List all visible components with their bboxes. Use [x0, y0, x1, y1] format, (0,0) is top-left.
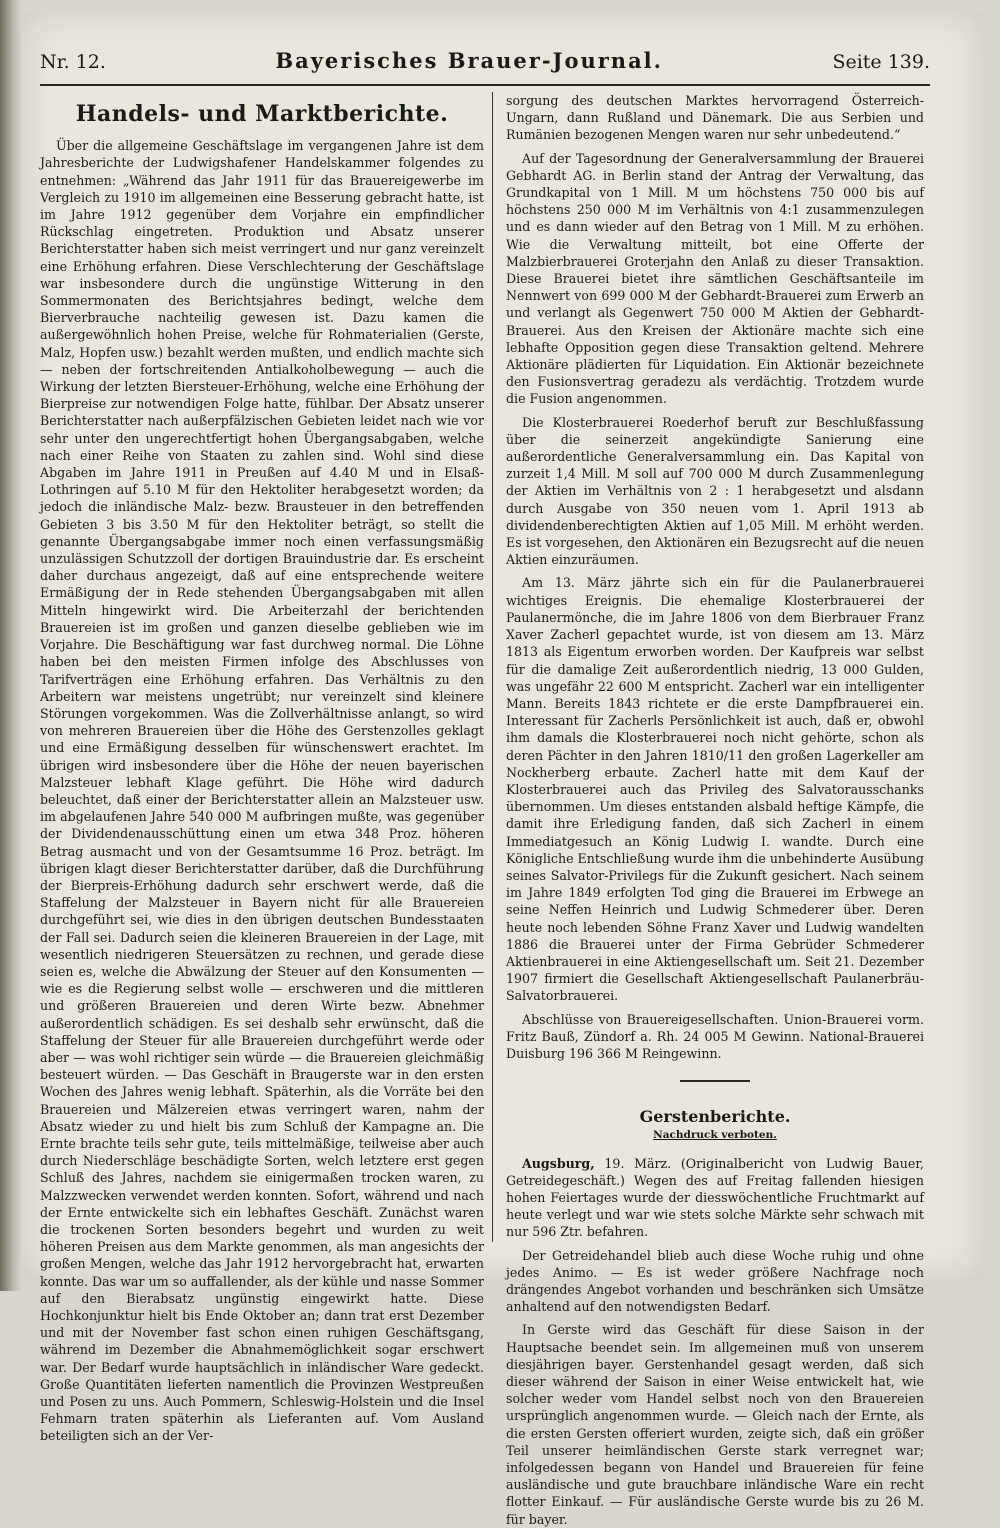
right-paragraph: sorgung des deutschen Marktes hervorragend Österreich-Ungarn, dann Rußland und Dänemark. Die aus Serbien und Rumänien bezogenen Mengen waren nur sehr unbedeutend.“	[506, 93, 924, 143]
subsection-heading: Gerstenberichte.	[639, 1107, 791, 1127]
left-column	[40, 92, 484, 1444]
right-paragraph: Die Klosterbrauerei Roederhof beruft zur Beschlußfassung über die seinerzeit angekündigte Sanierung eine außerordentliche Generalversammlung ein. Das Kapital von zurzeit 1,4 Mill. M soll auf 700 000 M durch Zusammenlegung der Aktien im Verhältnis von 2 : 1 herabgesetzt und alsdann durch Ausgabe von 350 neuen vom 1. April 1913 ab dividendenberechtigten Aktien auf 1,05 Mill. M erhöht werden. Es ist vorgesehen, den Aktionären ein Bezugsrecht auf die neuen Aktien einzuräumen.	[506, 414, 924, 568]
page-header	[40, 48, 930, 86]
right-paragraph: Am 13. März jährte sich ein für die Paulanerbrauerei wichtiges Ereignis. Die ehemalige Klosterbrauerei der Paulanermönche, die im Jahre 1806 von dem Bierbrauer Franz Xaver Zacherl gepachtet wurde, ist von diesem am 13. März 1813 als Eigentum erworben worden. Der Kaufpreis war selbst für die damalige Zeit außerordentlich niedrig, 13 000 Gulden, was ungefähr 22 600 M entspricht. Zacherl war ein intelligenter Mann. Bereits 1843 richtete er die erste Dampfbrauerei ein. Interessant für Zacherls Persönlichkeit ist auch, daß er, obwohl ihm damals die Klosterbrauerei noch nicht gehörte, schon als deren Pächter in den Jahren 1810/11 den großen Lagerkeller am Nockherberg erbaute. Zacherl hatte mit dem Kauf der Klosterbrauerei auch das Privileg des Salvatorausschanks übernommen. Um dieses entstanden alsbald heftige Kämpfe, die damit ihre Erledigung fanden, daß sich Zacherl in einem Immediatgesuch an König Ludwig I. wandte. Durch eine Königliche Entschließung wurde ihm die unbehinderte Ausübung seines Salvator-Privilegs für die Zukunft gesichert. Nach seinem im Jahre 1849 erfolgten Tod ging die Brauerei im Erbwege an seine Neffen Heinrich und Ludwig Schmederer über. Deren heute noch lebenden Söhne Franz Xaver und Ludwig wandelten 1886 die Brauerei unter der Firma Gebrüder Schmederer Aktienbrauerei in eine Aktiengesellschaft um. Seit 21. Dezember 1907 firmiert die Gesellschaft Aktiengesellschaft Paulanerbräu-Salvatorbrauerei.	[506, 575, 924, 1004]
column-rule	[492, 92, 493, 1242]
report-paragraph	[506, 1155, 924, 1241]
issue-number: Nr. 12.	[40, 51, 106, 73]
report-paragraph: Der Getreidehandel blieb auch diese Woche ruhig und ohne jedes Animo. — Es ist weder größere Nachfrage noch drängendes Angebot vorhanden und beschränken sich Umsätze anhaltend auf den notwendigsten Bedarf.	[506, 1247, 924, 1315]
report-place: Augsburg,	[522, 1155, 595, 1171]
journal-title: Bayerisches Brauer-Journal.	[275, 48, 663, 73]
section-divider	[680, 1080, 750, 1082]
right-column	[506, 92, 924, 1527]
page-number: Seite 139.	[832, 51, 930, 73]
book-binding	[0, 0, 22, 1291]
section-heading: Handels- und Marktberichte.	[75, 101, 449, 127]
right-paragraph: Abschlüsse von Brauereigesellschaften. Union-Brauerei vorm. Fritz Bauß, Zündorf a. Rh. 24 005 M Gewinn. National-Brauerei Duisburg 196 366 M Reingewinn.	[506, 1011, 924, 1061]
left-paragraph: Über die allgemeine Geschäftslage im vergangenen Jahre ist dem Jahresberichte der Ludwigshafener Handelskammer folgendes zu entnehmen: „Während das Jahr 1911 für das Brauereigewerbe im Vergleich zu 1910 im allgemeinen eine Besserung gebracht hatte, ist im Jahre 1912 gegenüber dem Vorjahre ein empfindlicher Rückschlag eingetreten. Produktion und Absatz unserer Berichterstatter haben sich meist verringert und nur ganz vereinzelt eine Erhöhung erfahren. Diese Verschlechterung der Geschäftslage war insbesondere durch die ungünstige Witterung in den Sommermonaten des Berichtsjahres bedingt, welche dem Bierverbrauche nachteilig gewesen ist. Dazu kamen die außergewöhnlich hohen Preise, welche für Rohmaterialien (Gerste, Malz, Hopfen usw.) bezahlt werden mußten, und endlich machte sich — neben der fortschreitenden Antialkoholbewegung — auch die Wirkung der letzten Biersteuer-Erhöhung, welche eine Erhöhung der Bierpreise zur notwendigen Folge hatte, fühlbar. Der Absatz unserer Berichterstatter nach außerpfälzischen Gebieten leidet nach wie vor sehr unter den ungerechtfertigt hohen Übergangsabgaben, welche nach einer Reihe von Staaten zu zahlen sind. Wohl sind diese Abgaben im Jahre 1911 in Preußen auf 4.40 M und in Elsaß-Lothringen auf 5.10 M für den Hektoliter herabgesetzt worden; da jedoch die inländische Malz- bezw. Brausteuer in den betreffenden Gebieten 3 bis 3.50 M für den Hektoliter beträgt, so stellt die genannte Übergangsabgabe immer noch einen verfassungsmäßig unzulässigen Schutzzoll der dortigen Brauindustrie dar. Es erscheint daher durchaus angezeigt, daß auf eine entsprechende weitere Ermäßigung der in Rede stehenden Übergangsabgaben mit allen Mitteln hingewirkt wird. Die Arbeiterzahl der berichtenden Brauereien ist im großen und ganzen dieselbe geblieben wie im Vorjahre. Die Beschäftigung war fast durchweg normal. Die Löhne haben bei den meisten Firmen infolge des Abschlusses von Tarifverträgen eine Erhöhung erfahren. Das Verhältnis zu den Arbeitern war meistens ungetrübt; nur vereinzelt sind kleinere Störungen vorgekommen. Was die Zollverhältnisse anlangt, so wird von mehreren Brauereien über die Höhe des Gerstenzolles geklagt und eine Ermäßigung desselben für wünschenswert erachtet. Im übrigen wird insbesondere über die Höhe der neuen bayerischen Malzsteuer lebhaft Klage geführt. Die Höhe wird dadurch beleuchtet, daß einer der Berichterstatter allein an Malzsteuer usw. im abgelaufenen Jahre 540 000 M aufbringen mußte, was gegenüber der Dividendenausschüttung einen um etwa 348 Proz. höheren Betrag ausmacht und von der Gesamtsumme 16 Proz. beträgt. Im übrigen klagt dieser Berichterstatter darüber, daß die Durchführung der Bierpreis-Erhöhung dadurch sehr erschwert werde, daß die Staffelung der Malzsteuer in Bayern nicht für alle Brauereien durchgeführt sei, wie dies in den übrigen deutschen Bundesstaaten der Fall sei. Dadurch seien die kleineren Brauereien in der Lage, mit wesentlich niedrigeren Steuersätzen zu rechnen, und gerade diese seien es, welche die Abwälzung der Steuer auf den Konsumenten — wie es die Regierung selbst wolle — erschweren und die mittleren und größeren Brauereien und deren Wirte bezw. Abnehmer außerordentlich schädigen. Es sei deshalb sehr erwünscht, daß die Staffelung der Steuer für alle Brauereien durchgeführt werde oder aber — was wohl richtiger sein würde — die Brauereien gleichmäßig besteuert würden. — Das Geschäft in Braugerste war in den ersten Wochen des Jahres wenig lebhaft. Späterhin, als die Vorräte bei den Brauereien und Mälzereien etwas verringert waren, nahm der Absatz wieder zu und hielt bis zum Schluß der Kampagne an. Die Ernte brachte teils sehr gute, teils mittelmäßige, teilweise aber auch durch Niederschläge beschädigte Sorten, welch letztere erst gegen Schluß des Jahres, nachdem sie einigermaßen trocken waren, zu Malzzwecken verwendet werden konnten. Sofort, während und nach der Ernte entwickelte sich ein lebhaftes Geschäft. Zunächst waren die trockenen Sorten besonders begehrt und wurden zu weit höheren Preisen aus dem Markte genommen, als man angesichts der großen Mengen, welche das Jahr 1912 hervorgebracht hat, erwarten konnte. Das war um so auffallender, als der kühle und nasse Sommer auf den Bierabsatz ungünstig eingewirkt hatte. Diese Hochkonjunktur hielt bis Ende Oktober an; dann trat erst Dezember und mit der November fast schon einen ruhigen Geschäftsgang, während im Dezember die Abnahmemöglichkeit sogar erschwert war. Der Bedarf wurde hauptsächlich in inländischer Ware gedeckt. Große Quantitäten lieferten namentlich die Provinzen Westpreußen und Posen zu uns. Auch Pommern, Schleswig-Holstein und die Insel Fehmarn traten späterhin als Lieferanten auf. Vom Ausland beteiligten sich an der Ver-	[40, 138, 484, 1444]
report-paragraph: In Gerste wird das Geschäft für diese Saison in der Hauptsache beendet sein. Im allgemeinen muß von unserem diesjährigen bayer. Gerstenhandel gesagt werden, daß sich dieser während der Saison in einer Weise entwickelt hat, wie solcher weder vom Handel selbst noch von den Brauereien ursprünglich angenommen wurde. — Gleich nach der Ernte, als die ersten Gersten offeriert wurden, zeigte sich, daß ein größer Teil unserer heimländischen Gerste stark verregnet war; infolgedessen begann von Handel und Brauereien für feine ausländische und gute brauchbare inländische Ware ein recht flotter Einkauf. — Für ausländische Gerste wurde bis zu 26 M. für bayer.	[506, 1322, 924, 1527]
report-text: 19. März. (Originalbericht von Ludwig Bauer, Getreidegeschäft.) Wegen des auf Freitag fallenden hiesigen hohen Feiertages wurde der diesswöchentliche Fruchtmarkt auf heute verlegt und war wie stets solche Märkte sehr schwach mit nur 596 Ztr. befahren.	[506, 1155, 924, 1240]
right-paragraph: Auf der Tagesordnung der Generalversammlung der Brauerei Gebhardt AG. in Berlin stand der Antrag der Verwaltung, das Grundkapital von 1 Mill. M um höchstens 750 000 bis auf höchstens 250 000 M im Verhältnis von 4:1 zusammenzulegen und es dann wieder auf den Betrag von 1 Mill. M zu erhöhen. Wie die Verwaltung mitteilt, bot eine Offerte der Malzbierbrauerei Groterjahn den Anlaß zu dieser Transaktion. Diese Brauerei bietet ihre sämtlichen Geschäftsanteile im Nennwert von 699 000 M der Gebhardt-Brauerei zum Erwerb an und verlangt als Gegenwert 750 000 M Aktien der Gebhardt-Brauerei. Aus den Kreisen der Aktionäre machte sich eine lebhafte Opposition gegen diese Transaktion geltend. Mehrere Aktionäre plädierten für Liquidation. Ein Aktionär bezeichnete den Fusionsvertrag geradezu als verdächtig. Trotzdem wurde die Fusion angenommen.	[506, 150, 924, 407]
reprint-note: Nachdruck verboten.	[653, 1129, 777, 1142]
